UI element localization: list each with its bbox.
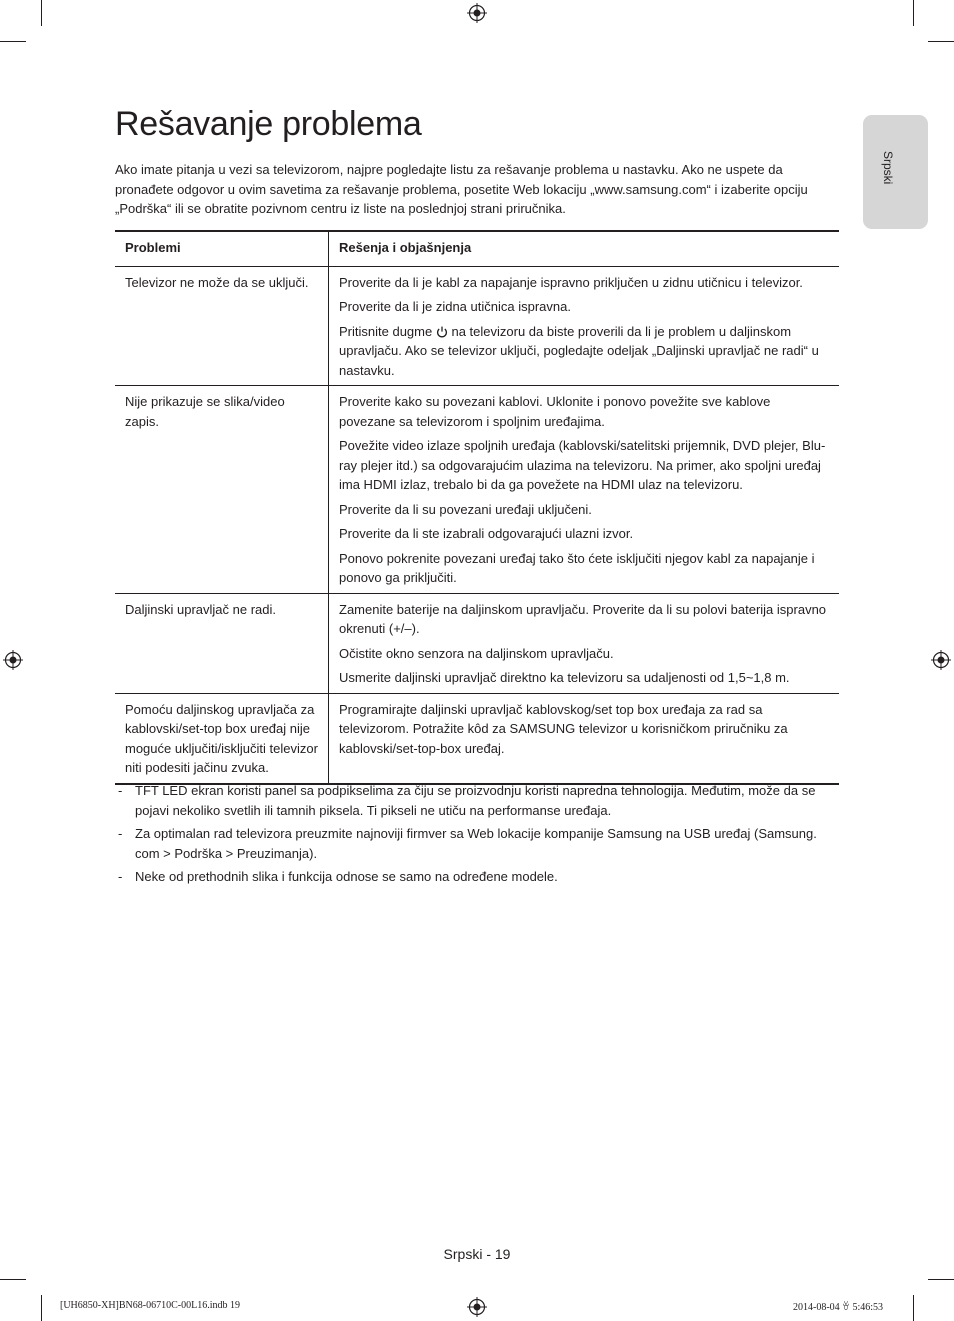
problem-cell: Televizor ne može da se uključi. xyxy=(115,266,329,386)
column-header-problems: Problemi xyxy=(115,231,329,266)
solution-item: Proverite da li je zidna utičnica ispravna. xyxy=(339,299,571,314)
language-tab-label: Srpski xyxy=(881,151,895,185)
solutions-cell xyxy=(329,593,840,693)
solution-item: Usmerite daljinski upravljač direktno ka televizoru sa udaljenosti od 1,5~1,8 m. xyxy=(339,670,790,685)
problem-cell: Daljinski upravljač ne radi. xyxy=(115,593,329,693)
table-row xyxy=(115,593,839,693)
note-item xyxy=(115,781,840,820)
crop-mark xyxy=(928,1279,954,1280)
crop-mark xyxy=(913,1295,914,1321)
solution-item: Proverite da li ste izabrali odgovarajući ulazni izvor. xyxy=(339,526,634,541)
solutions-cell xyxy=(329,266,840,386)
note-item xyxy=(115,824,840,863)
page-number: Srpski - 19 xyxy=(443,1246,511,1262)
solution-item: Povežite video izlaze spoljnih uređaja (kablovski/satelitski prijemnik, DVD plejer, Blu-ray plejer itd.) sa odgovarajućim ulazima na televizoru. Na primer, ako spoljni uređaj ima HDMI izlaz, trebalo bi da ga povežete na HDMI ulaz na televizoru. xyxy=(339,438,826,492)
crop-mark xyxy=(41,0,42,26)
print-slug-timestamp: 2014-08-04 ꈊ 5:46:53 xyxy=(793,1302,884,1313)
crop-mark xyxy=(913,0,914,26)
column-header-solutions: Rešenja i objašnjenja xyxy=(329,231,840,266)
problem-cell: Nije prikazuje se slika/video zapis. xyxy=(115,386,329,594)
solutions-cell xyxy=(329,386,840,594)
solution-item: Proverite da li je kabl za napajanje ispravno priključen u zidnu utičnicu i televizor. xyxy=(339,274,803,290)
solution-item xyxy=(339,322,829,381)
power-icon xyxy=(436,326,448,338)
troubleshooting-table xyxy=(115,230,839,785)
solution-item: Proverite da li su povezani uređaji uključeni. xyxy=(339,501,592,517)
solution-item: Očistite okno senzora na daljinskom upravljaču. xyxy=(339,645,614,661)
crop-mark xyxy=(0,1279,26,1280)
solution-text: Pritisnite dugme xyxy=(339,323,433,339)
note-dash: - xyxy=(118,826,123,841)
note-dash: - xyxy=(118,783,123,798)
solution-text: na televizoru da biste proverili da li je problem u daljinskom upravljaču. Ako se televizor uključi, pogledajte odeljak „Daljinski upravljač ne radi“ u nastavku. xyxy=(339,323,819,378)
solution-item: Programirajte daljinski upravljač kablovskog/set top box uređaja za rad sa televizorom. Potražite kôd za SAMSUNG televizor u korisničkom priručniku za kablovski/set-top-box uređaj. xyxy=(339,701,788,756)
crop-mark xyxy=(928,41,954,42)
registration-mark-icon xyxy=(3,650,23,670)
solution-item: Zamenite baterije na daljinskom upravljaču. Proverite da li su polovi baterija ispravno okrenuti (+/–). xyxy=(339,601,827,636)
solutions-cell xyxy=(329,693,840,784)
solution-item: Ponovo pokrenite povezani uređaj tako što ćete isključiti njegov kabl za napajanje i ponovo ga priključiti. xyxy=(339,550,815,585)
registration-mark-icon xyxy=(467,3,487,23)
note-dash: - xyxy=(118,869,123,884)
crop-mark xyxy=(0,41,26,42)
notes-list xyxy=(115,781,840,891)
language-tab xyxy=(863,115,928,229)
intro-paragraph: Ako imate pitanja u vezi sa televizorom, najpre pogledajte listu za rešavanje problema u nastavku. Ako ne uspete da pronađete odgovor u ovim savetima za rešavanje problema, posetite Web lokaciju „www.samsung.com“ i izaberite opciju „Podrška“ ili se obratite pozivnom centru iz liste na poslednjoj strani priručnika. xyxy=(115,162,808,216)
crop-mark xyxy=(41,1295,42,1321)
solution-item: Proverite kako su povezani kablovi. Uklonite i ponovo povežite sve kablove povezane sa televizorom i spoljnim uređajima. xyxy=(339,394,771,429)
note-text: Za optimalan rad televizora preuzmite najnoviji firmver sa Web lokacije kompanije Samsung na USB uređaj (Samsung. com > Podrška > Preuzimanja). xyxy=(135,826,817,861)
note-item xyxy=(115,867,840,887)
note-text: TFT LED ekran koristi panel sa podpikselima za čiju se proizvodnju koristi napredna tehnologija. Međutim, može da se pojavi nekoliko svetlih ili tamnih piksela. Ti pikseli ne utiču na performanse uređaja. xyxy=(135,783,816,818)
registration-mark-icon xyxy=(467,1297,487,1317)
table-row xyxy=(115,266,839,386)
table-row xyxy=(115,693,839,784)
problem-cell: Pomoću daljinskog upravljača za kablovski/set-top box uređaj nije moguće uključiti/isključiti televizor niti podesiti jačinu zvuka. xyxy=(115,693,329,784)
note-text: Neke od prethodnih slika i funkcija odnose se samo na određene modele. xyxy=(135,869,558,884)
page-title: Rešavanje problema xyxy=(115,105,422,143)
registration-mark-icon xyxy=(931,650,951,670)
table-header-row xyxy=(115,231,839,266)
table-row xyxy=(115,386,839,594)
print-slug-file: [UH6850-XH]BN68-06710C-00L16.indb 19 xyxy=(60,1300,240,1311)
